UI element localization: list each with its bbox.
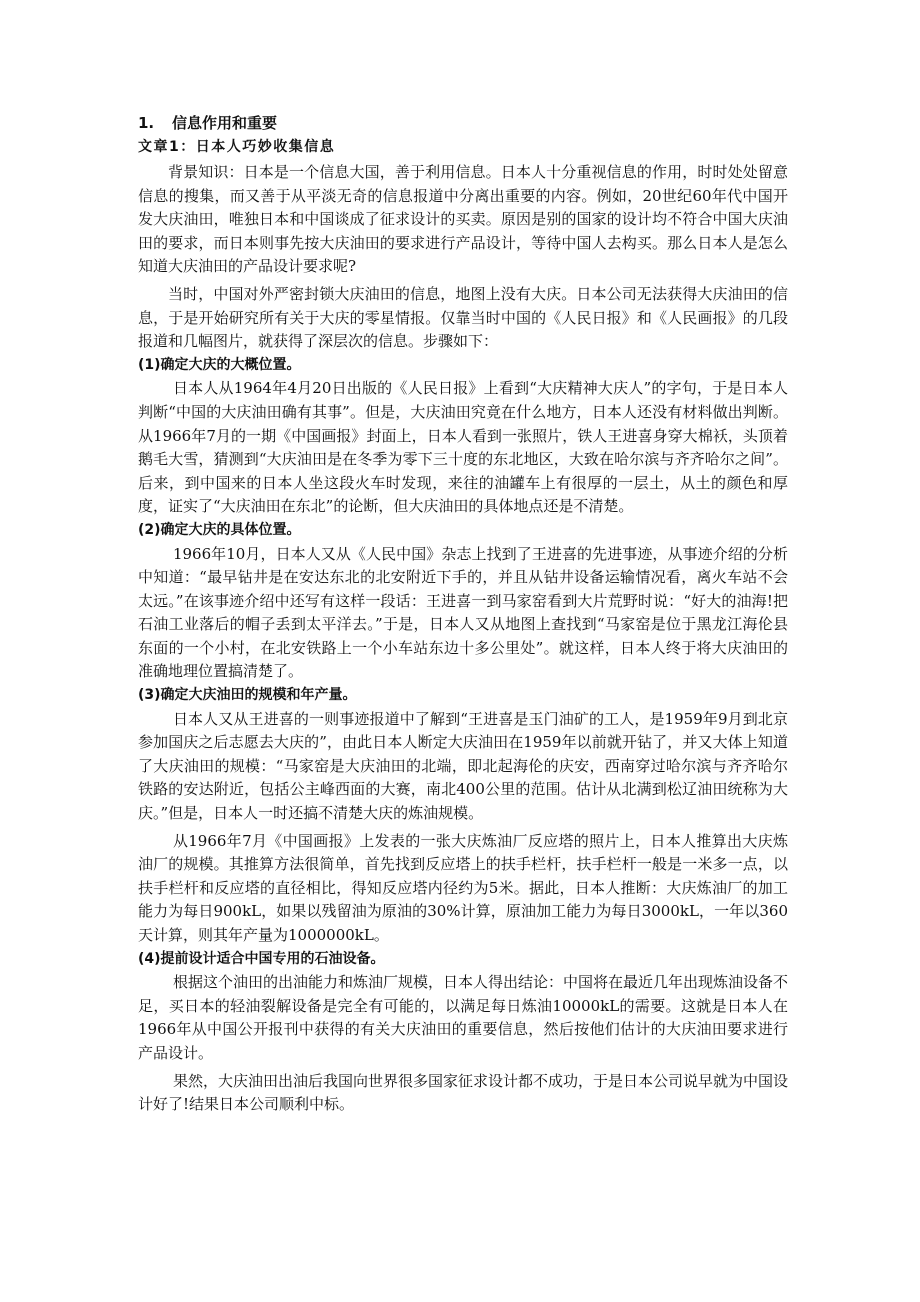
- step-4-paragraph-1: 根据这个油田的出油能力和炼油厂规模，日本人得出结论：中国将在最近几年出现炼油设备不足，买日本的轻油裂解设备是完全有可能的，以满足每日炼油10000kL的需要。这就是日本人在1966年从中国公开报刊中获得的有关大庆油田的重要信息，然后按他们估计的大庆油田要求进行产品设计。: [138, 973, 788, 1062]
- section-title: 信息作用和重要: [172, 114, 278, 132]
- step-3-paragraph-1: 日本人又从王进喜的一则事迹报道中了解到“王进喜是玉门油矿的工人，是1959年9月到北京参加国庆之后志愿去大庆的”，由此日本人断定大庆油田在1959年以前就开钻了，并又大体上知道了大庆油田的规模：“马家窑是大庆油田的北端，即北起海伦的庆安，西南穿过哈尔滨与齐齐哈尔铁路的安达附近，包括公主峰西面的大赛，南北400公里的范围。估计从北满到松辽油田统称为大庆。”但是，日本人一时还搞不清楚大庆的炼油规模。: [138, 709, 788, 823]
- section-number: 1.: [138, 114, 155, 132]
- document-page: [138, 112, 788, 1117]
- step-4-heading: (4)提前设计适合中国专用的石油设备。: [138, 950, 385, 967]
- article-title: 文章1：日本人巧妙收集信息: [138, 139, 336, 155]
- step-1-heading: (1)确定大庆的大概位置。: [138, 356, 301, 373]
- background-paragraph: 背景知识：日本是一个信息大国，善于利用信息。日本人十分重视信息的作用，时时处处留意信息的搜集，而又善于从平淡无奇的信息报道中分离出重要的内容。例如，20世纪60年代中国开发大庆油田，唯独日本和中国谈成了征求设计的买卖。原因是别的国家的设计均不符合中国大庆油田的要求，而日本则事先按大庆油田的要求进行产品设计，等待中国人去构买。那么日本人是怎么知道大庆油田的产品设计要求呢?: [138, 163, 788, 276]
- context-paragraph: 当时，中国对外严密封锁大庆油田的信息，地图上没有大庆。日本公司无法获得大庆油田的信息，于是开始研究所有关于大庆的零星情报。仅靠当时中国的《人民日报》和《人民画报》的几段报道和几幅图片，就获得了深层次的信息。步骤如下：: [138, 284, 788, 351]
- step-1-paragraph: 日本人从1964年4月20日出版的《人民日报》上看到“大庆精神大庆人”的字句，于是日本人判断“中国的大庆油田确有其事”。但是，大庆油田究竟在什么地方，日本人还没有材料做出判断。从1966年7月的一期《中国画报》封面上，日本人看到一张照片，铁人王进喜身穿大棉袄，头顶着鹅毛大雪，猜测到“大庆油田是在冬季为零下三十度的东北地区，大致在哈尔滨与齐齐哈尔之间”。后来，到中国来的日本人坐这段火车时发现，来往的油罐车上有很厚的一层土，从土的颜色和厚度，证实了“大庆油田在东北”的论断，但大庆油田的具体地点还是不清楚。: [138, 379, 788, 516]
- section-heading: [138, 112, 788, 136]
- step-3-paragraph-2: 从1966年7月《中国画报》上发表的一张大庆炼油厂反应塔的照片上，日本人推算出大庆炼油厂的规模。其推算方法很简单，首先找到反应塔上的扶手栏杆，扶手栏杆一般是一米多一点，以扶手栏杆和反应塔的直径相比，得知反应塔内径约为5米。据此，日本人推断：大庆炼油厂的加工能力为每日900kL，如果以残留油为原油的30%计算，原油加工能力为每日3000kL，一年以360天计算，则其年产量为1000000kL。: [138, 831, 788, 944]
- step-3-heading: (3)确定大庆油田的规模和年产量。: [138, 687, 357, 704]
- step-2-heading: (2)确定大庆的具体位置。: [138, 521, 301, 538]
- step-4-paragraph-2: 果然，大庆油田出油后我国向世界很多国家征求设计都不成功，于是日本公司说早就为中国设计好了!结果日本公司顺利中标。: [138, 1071, 788, 1114]
- step-2-paragraph: 1966年10月，日本人又从《人民中国》杂志上找到了王进喜的先进事迹，从事迹介绍的分析中知道：“最早钻井是在安达东北的北安附近下手的，并且从钻井设备运输情况看，离火车站不会太远。”在该事迹介绍中还写有这样一段话：王进喜一到马家窑看到大片荒野时说：“好大的油海!把石油工业落后的帽子丢到太平洋去。”于是，日本人又从地图上查找到“马家窑是位于黑龙江海伦县东面的一个小村，在北安铁路上一个小车站东边十多公里处”。就这样，日本人终于将大庆油田的准确地理位置搞清楚了。: [138, 544, 788, 681]
